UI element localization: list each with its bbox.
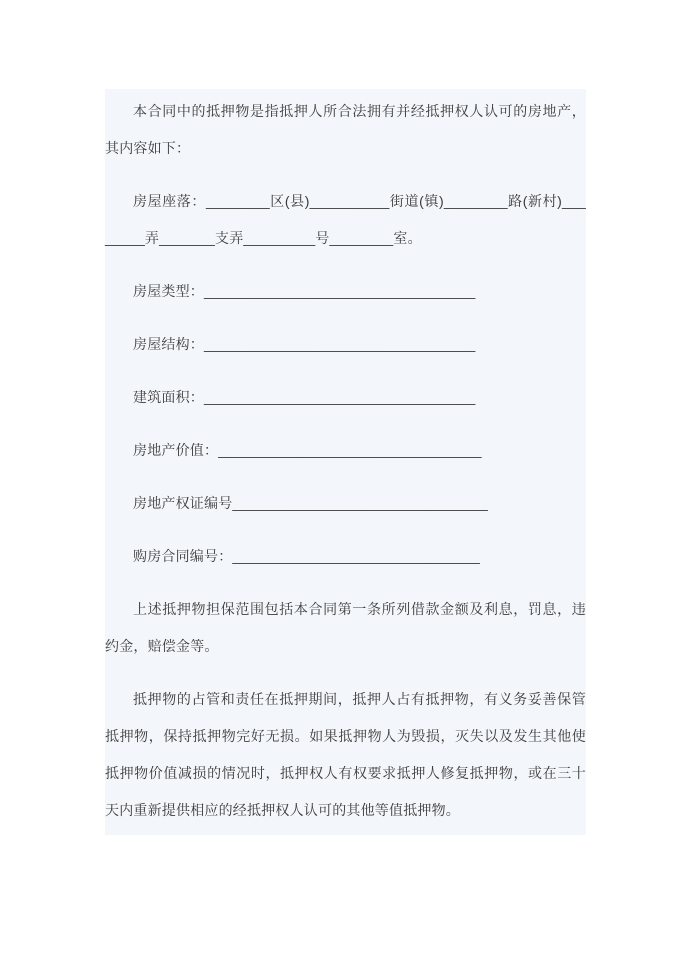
field-house-type: 房屋类型：__________________________________ xyxy=(133,283,476,299)
field-property-cert-number: 房地产权证编号________________________________ xyxy=(133,495,488,511)
field-house-structure: 房屋结构：__________________________________ xyxy=(133,336,476,352)
field-purchase-contract-number: 购房合同编号：_______________________________ xyxy=(133,548,480,564)
clause-guarantee-scope: 上述抵押物担保范围包括本合同第一条所列借款金额及利息，罚息，违约金，赔偿金等。 xyxy=(105,601,586,654)
contract-document-panel xyxy=(105,89,586,835)
field-house-location: 房屋座落：________区(县)__________街道(镇)________路(新村)________弄_______支弄_________号________室。 xyxy=(105,193,586,246)
clause-intro: 本合同中的抵押物是指抵押人所合法拥有并经抵押权人认可的房地产，其内容如下： xyxy=(105,103,586,156)
field-floor-area: 建筑面积：__________________________________ xyxy=(133,389,476,405)
field-property-value: 房地产价值：_________________________________ xyxy=(133,442,482,458)
clause-custody-and-responsibility: 抵押物的占管和责任在抵押期间，抵押人占有抵押物，有义务妥善保管抵押物，保持抵押物完好无损。如果抵押物人为毁损，灭失以及发生其他使抵押物价值减损的情况时，抵押权人有权要求抵押人修复抵押物，或在三十天内重新提供相应的经抵押权人认可的其他等值抵押物。 xyxy=(105,691,586,818)
